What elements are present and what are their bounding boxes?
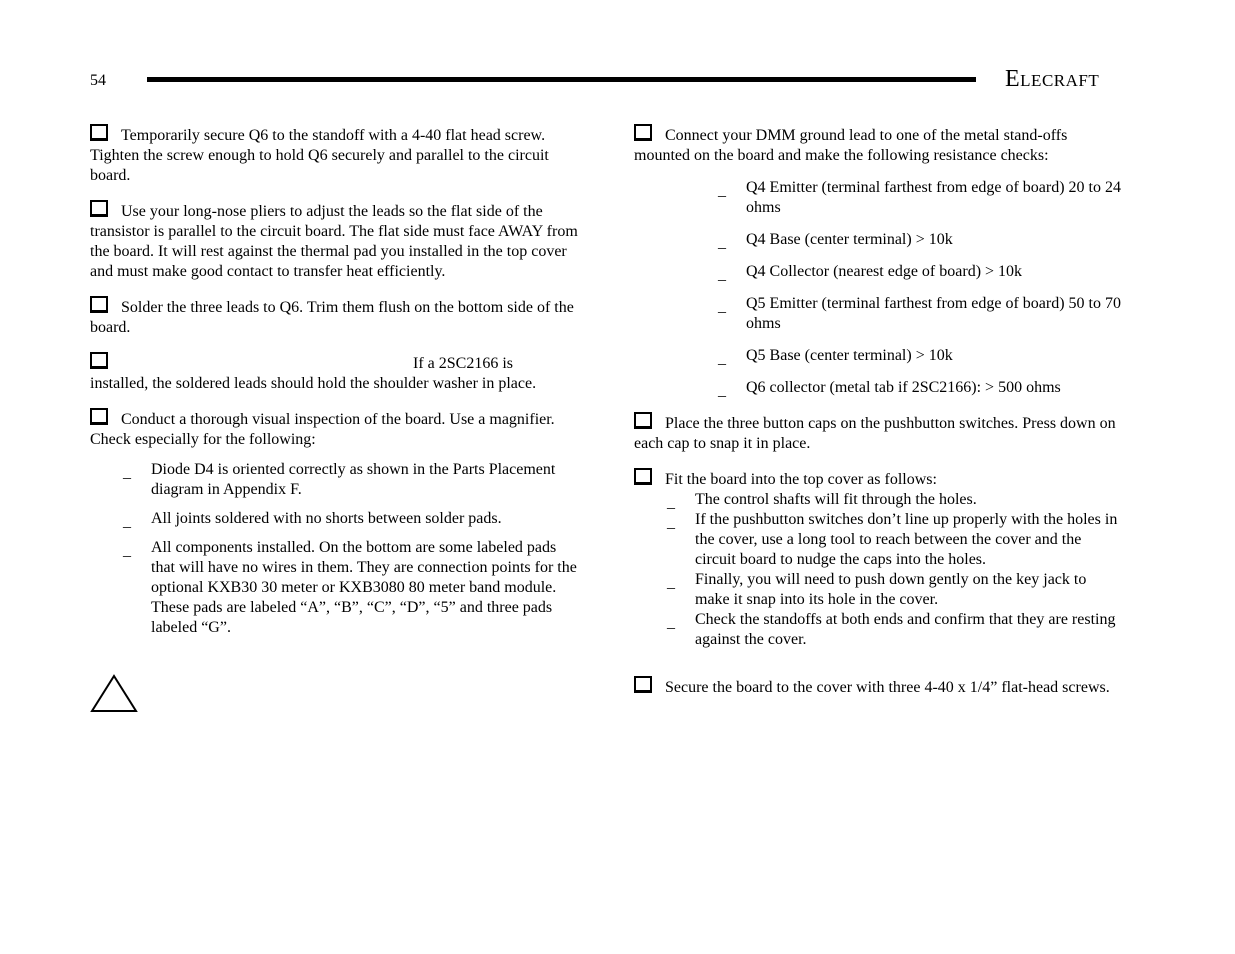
right-column bbox=[634, 124, 1124, 712]
list-item: _ Q4 Base (center terminal) > 10k bbox=[718, 231, 953, 251]
list-item: _ Q4 Collector (nearest edge of board) > 10k bbox=[718, 263, 1023, 283]
left-column bbox=[90, 124, 582, 652]
brand-rest: LECRAFT bbox=[1020, 71, 1100, 90]
step-secure-board bbox=[634, 676, 1124, 698]
warning-triangle-icon bbox=[90, 674, 138, 714]
resistance-check-list bbox=[718, 178, 1124, 398]
step-text: Conduct a thorough visual inspection of the board. Use a magnifier. Check especially for the following: bbox=[90, 411, 555, 448]
checkbox-icon[interactable] bbox=[634, 468, 652, 485]
step-text: Place the three button caps on the pushbutton switches. Press down on each cap to snap it in place. bbox=[634, 415, 1116, 452]
inspection-list bbox=[123, 460, 582, 638]
list-item: _ The control shafts will fit through the holes. bbox=[667, 491, 977, 511]
step-text: Solder the three leads to Q6. Trim them flush on the bottom side of the board. bbox=[90, 299, 574, 336]
brand-initial: E bbox=[1005, 66, 1021, 92]
list-item: _ If the pushbutton switches don’t line up properly with the holes in the cover, use a long tool to reach between the cover and the circuit board to nudge the caps into the holes. bbox=[667, 511, 1118, 568]
step-text-continued: installed, the soldered leads should hold the shoulder washer in place. bbox=[90, 375, 537, 392]
list-item: _ Check the standoffs at both ends and confirm that they are resting against the cover. bbox=[667, 611, 1116, 648]
step-fit-board bbox=[634, 468, 1124, 650]
step-text: Secure the board to the cover with three 4-40 x 1/4” flat-head screws. bbox=[665, 679, 1110, 696]
step-text: Fit the board into the top cover as follows: bbox=[665, 471, 937, 488]
list-item: _ Q5 Emitter (terminal farthest from edge of board) 50 to 70 ohms bbox=[718, 295, 1121, 332]
checkbox-icon[interactable] bbox=[90, 124, 108, 141]
step-adjust-leads bbox=[90, 200, 582, 282]
step-resistance-checks bbox=[634, 124, 1124, 398]
list-item: _ Q5 Base (center terminal) > 10k bbox=[718, 347, 953, 367]
step-text: Temporarily secure Q6 to the standoff with a 4-40 flat head screw. Tighten the screw enough to hold Q6 securely and parallel to the circuit board. bbox=[90, 127, 549, 184]
step-button-caps bbox=[634, 412, 1124, 454]
checkbox-icon[interactable] bbox=[90, 408, 108, 425]
checkbox-icon[interactable] bbox=[634, 412, 652, 429]
list-item: _ Q4 Emitter (terminal farthest from edge of board) 20 to 24 ohms bbox=[718, 179, 1121, 216]
checkbox-icon[interactable] bbox=[90, 296, 108, 313]
step-visual-inspection bbox=[90, 408, 582, 638]
checkbox-icon[interactable] bbox=[90, 352, 108, 369]
list-item: _ Q6 collector (metal tab if 2SC2166): > 500 ohms bbox=[718, 379, 1061, 399]
list-item: _ Finally, you will need to push down gently on the key jack to make it snap into its hole in the cover. bbox=[667, 571, 1087, 608]
list-item: _ Diode D4 is oriented correctly as shown in the Parts Placement diagram in Appendix F. bbox=[123, 461, 556, 498]
list-item: _ All components installed. On the bottom are some labeled pads that will have no wires in them. They are connection points for the optional KXB30 30 meter or KXB3080 80 meter band module. These pads are labeled “A”, “B”, “C”, “D”, “5” and three pads labeled “G”. bbox=[123, 539, 577, 636]
page-number: 54 bbox=[90, 72, 106, 89]
checkbox-icon[interactable] bbox=[90, 200, 108, 217]
header-rule bbox=[147, 77, 976, 82]
step-solder-q6 bbox=[90, 296, 582, 338]
brand-logo bbox=[1005, 66, 1099, 93]
step-text: Use your long-nose pliers to adjust the leads so the flat side of the transistor is parallel to the circuit board. The flat side must face AWAY from the board. It will rest against the thermal pad you installed in the top cover and must make good contact to transfer heat efficiently. bbox=[90, 203, 578, 280]
list-item: _ All joints soldered with no shorts between solder pads. bbox=[123, 510, 502, 530]
step-shoulder-washer bbox=[90, 352, 582, 394]
checkbox-icon[interactable] bbox=[634, 676, 652, 693]
fit-board-list bbox=[667, 490, 1124, 650]
step-text: Connect your DMM ground lead to one of the metal stand-offs mounted on the board and make the following resistance checks: bbox=[634, 127, 1068, 164]
step-secure-q6 bbox=[90, 124, 582, 186]
checkbox-icon[interactable] bbox=[634, 124, 652, 141]
step-text: If a 2SC2166 is bbox=[413, 355, 513, 372]
